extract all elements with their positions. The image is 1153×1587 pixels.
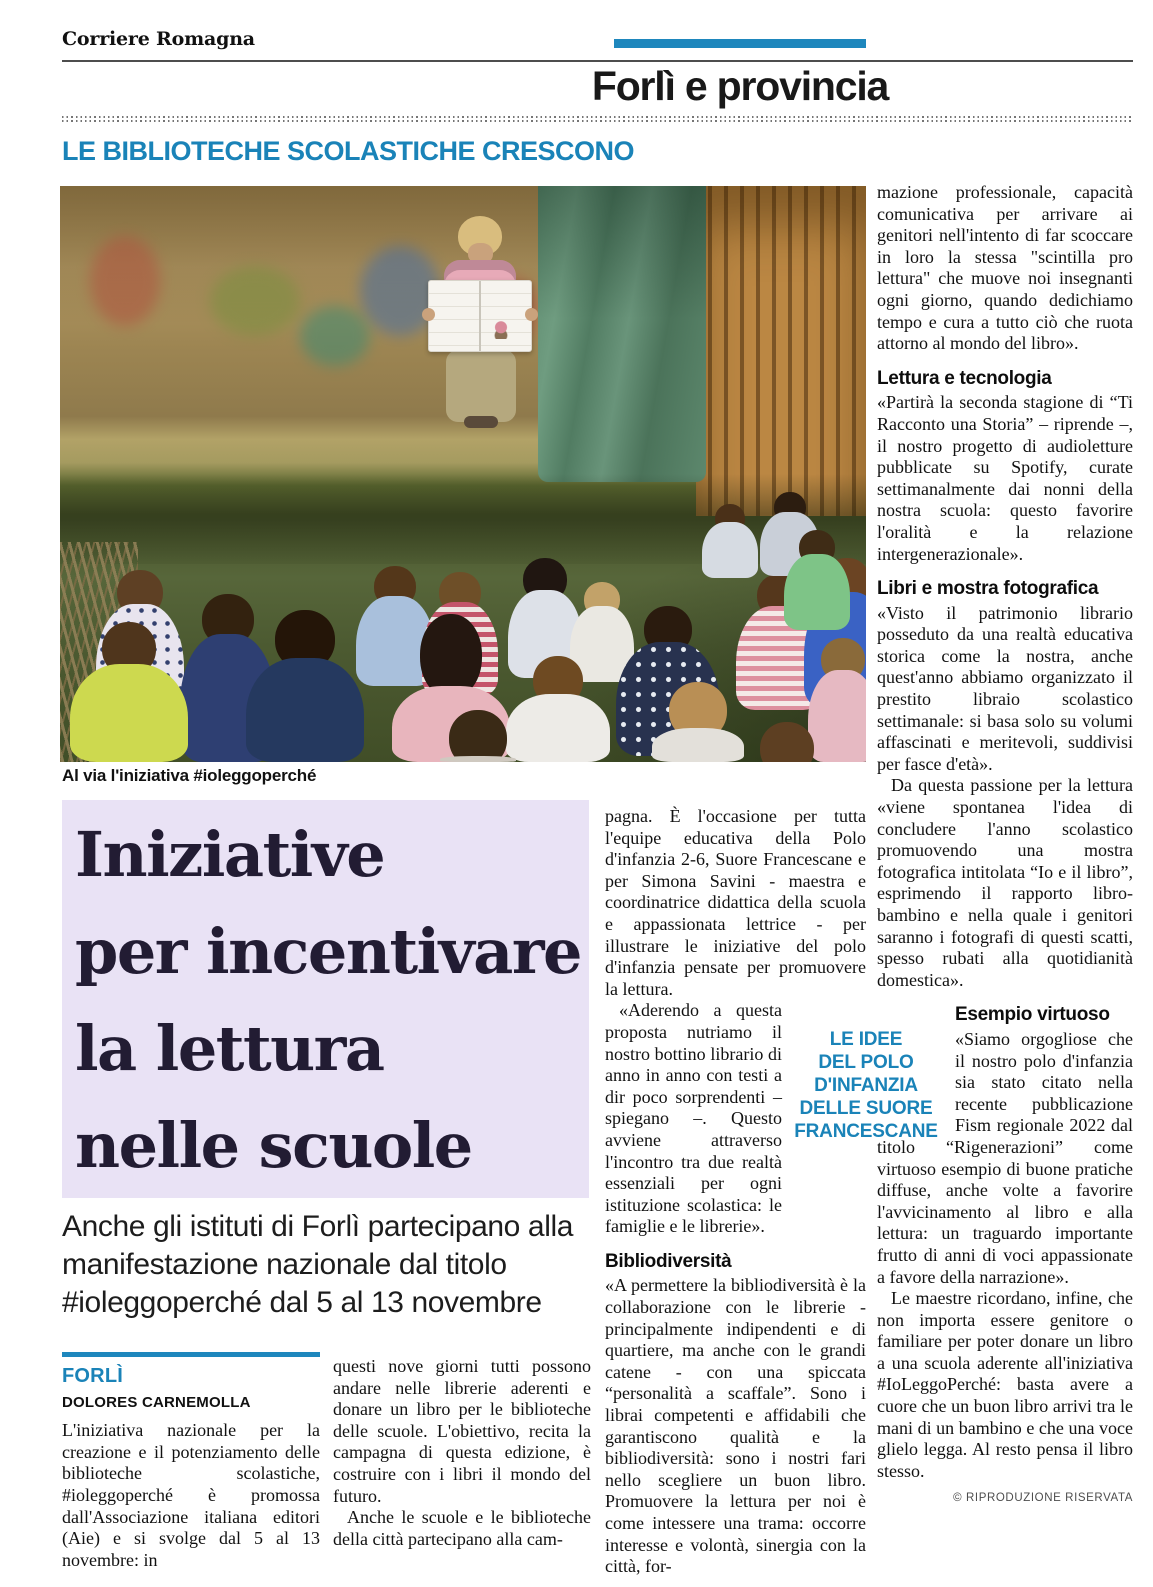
standfirst: Anche gli istituti di Forlì partecipano alla manifestazione nazionale dal titolo #ioleggoperché dal 5 al 13 novembre [62,1210,574,1319]
section-accent-bar [614,39,866,48]
city-label: FORLÌ [62,1365,123,1387]
child-figure [246,610,364,762]
pull-quote-line: DELLE SUORE [799,1098,933,1119]
pull-quote [788,1028,944,1143]
masthead-title: Corriere Romagna [62,28,255,50]
author-byline: DOLORES CARNEMOLLA [62,1393,251,1411]
body-paragraph: pagna. È l'occasione per tutta l'equipe educativa della Polo d'infanzia 2-6, Suore Francescane e per Simona Savini - maestra e coordinatrice didattica della scuola e appassionata lettrice - per illustrare le iniziative del polo d'infanzia pensate per promuovere la lettura. [605,806,866,999]
mural-patch [300,306,370,366]
body-paragraph: L'iniziativa nazionale per la creazione e il potenziamento delle biblioteche scolastiche, #ioleggoperché è promossa dall'Associazione italiana editori (Aie) e si svolge dal 5 al 13 novembre: in [62,1420,320,1570]
teacher-feet [464,416,498,428]
body-paragraph: mazione professionale, capacità comunicativa per arrivare ai genitori nell'intento di far scoccare in loro la stessa "scintilla pro lettura" che muove noi insegnanti ogni giorno, quando dedichiamo tempo e cura a tutto ciò che ruota attorno al mondo del libro». [877,182,1133,354]
child-figure [506,656,610,762]
teacher-legs [446,350,516,422]
teacher-figure [420,216,540,466]
body-paragraph: «Siamo orgogliose che il nostro polo d'infanzia sia stato citato nella recente pubblicazione Fism regionale 2022 dal titolo “Rigenerazioni” come virtuoso esempio di buone pratiche diffuse, anche volte a favorire l'avvicinamento al libro e alla lettura: un traguardo importante frutto di anni di voci appassionate a favore della narrazione». [877,1028,1133,1287]
copyright-notice: © RIPRODUZIONE RISERVATA [953,1492,1133,1505]
child-figure [784,530,850,630]
pull-quote-line: LE IDEE [829,1029,903,1050]
column-subhead: Bibliodiversità [605,1250,732,1272]
section-title: Forlì e provincia [591,63,889,109]
column-1 [62,1352,320,1571]
child-figure [652,682,744,762]
kicker-headline: LE BIBLIOTECHE SCOLASTICHE CRESCONO [62,136,635,166]
headline-line: la lettura [75,1012,384,1085]
column-2 [333,1356,591,1550]
green-tarp [538,186,706,482]
masthead-rule [62,60,1133,62]
child-figure [702,504,758,578]
headline-line: nelle scuole [75,1109,472,1182]
column-subhead: Esempio virtuoso [955,1004,1110,1026]
headline-line: per incentivare [75,915,581,988]
body-paragraph: «Aderendo a questa proposta nutriamo il nostro bottino librario di anno in anno con testi a dir poco sorprendenti – spiegano –. Questo avviene attraverso l'incontro tra due realtà essenziali per ogni istituzione scolastica: le famiglie e le librerie». [605,1000,782,1237]
photo-caption: Al via l'iniziativa #ioleggoperché [62,766,317,785]
child-figure [748,722,826,762]
body-paragraph: Da questa passione per la lettura «viene spontanea l'idea di concludere l'anno scolastico promuovendo una mostra fotografica intitolata “Io e il libro”, esprimendo il rapporto libro-bambino e nella quale i genitori saranno i fotografi di questi scatti, spesso rubati alla quotidianità domestica». [877,775,1133,990]
body-paragraph: «Partirà la seconda stagione di “Ti Racconto una Storia” – riprende –, il nostro progetto di audioletture pubblicate su Spotify, curate settimanalmente dai nonni della nostra scuola: questo favorire l'oralità e la relazione intergenerazionale». [877,392,1133,564]
wooden-fence [696,186,866,516]
body-paragraph: «Visto il patrimonio librario posseduto da una realtà educativa storica come la nostra, anche quest'anno abbiamo organizzato il prestito libraio scolastico settimanale: si basa solo su volumi affascinati e meritevoli, suddivisi per fasce d'età». [877,602,1133,774]
column-4 [877,182,1133,1510]
open-picture-book [428,280,532,352]
article-photo [60,186,866,762]
body-paragraph: questi nove giorni tutti possono andare nelle librerie aderenti e donare un libro per le biblioteche delle scuole. L'obiettivo, recita la campagna di questa edizione, è costruire con i libri il mondo del futuro. [333,1356,591,1506]
body-paragraph: Anche le scuole e le biblioteche della città partecipano alla cam- [333,1507,591,1549]
body-paragraph: Le maestre ricordano, infine, che non importa essere genitore o familiare per poter donare un libro a una scuola aderente all'iniziativa #IoLeggoPerché: basta avere a cuore che un buon libro arrivi tra le mani di un bambino e che una voce glielo legga. Al resto pensa il libro stesso. [877,1288,1133,1481]
teacher-hand [422,308,435,321]
headline-line: Iniziative [75,818,385,891]
teacher-hand [525,308,538,321]
body-paragraph: «A permettere la bibliodiversità è la collaborazione con le librerie - principalmente indipendenti e di quartiere, ma anche con le grandi catene - con una spiccata “personalità a scaffale”. Sono i librai competenti e affidabili che garantiscono qualità e la bibliodiversità: sono i nostri fari nello scegliere un buon libro. Promuovere la lettura per noi è come intessere una trama: occorre interesse e volontà, sinergia con la città, for- [605,1275,866,1577]
column-subhead: Libri e mostra fotografica [877,578,1099,600]
pull-quote-line: FRANCESCANE [794,1121,938,1142]
mural-patch [90,236,160,326]
child-figure [440,710,516,762]
pull-quote-line: DEL POLO [818,1052,914,1073]
article-headline [75,806,589,1194]
mural-patch [210,266,300,336]
dotted-divider [62,116,1133,123]
book-illustration [493,321,509,339]
headline-box [62,800,589,1198]
column-3 [605,806,866,1578]
column-subhead: Lettura e tecnologia [877,367,1052,389]
child-figure [70,622,188,762]
pull-quote-line: D'INFANZIA [814,1075,918,1096]
byline-rule [62,1352,320,1357]
